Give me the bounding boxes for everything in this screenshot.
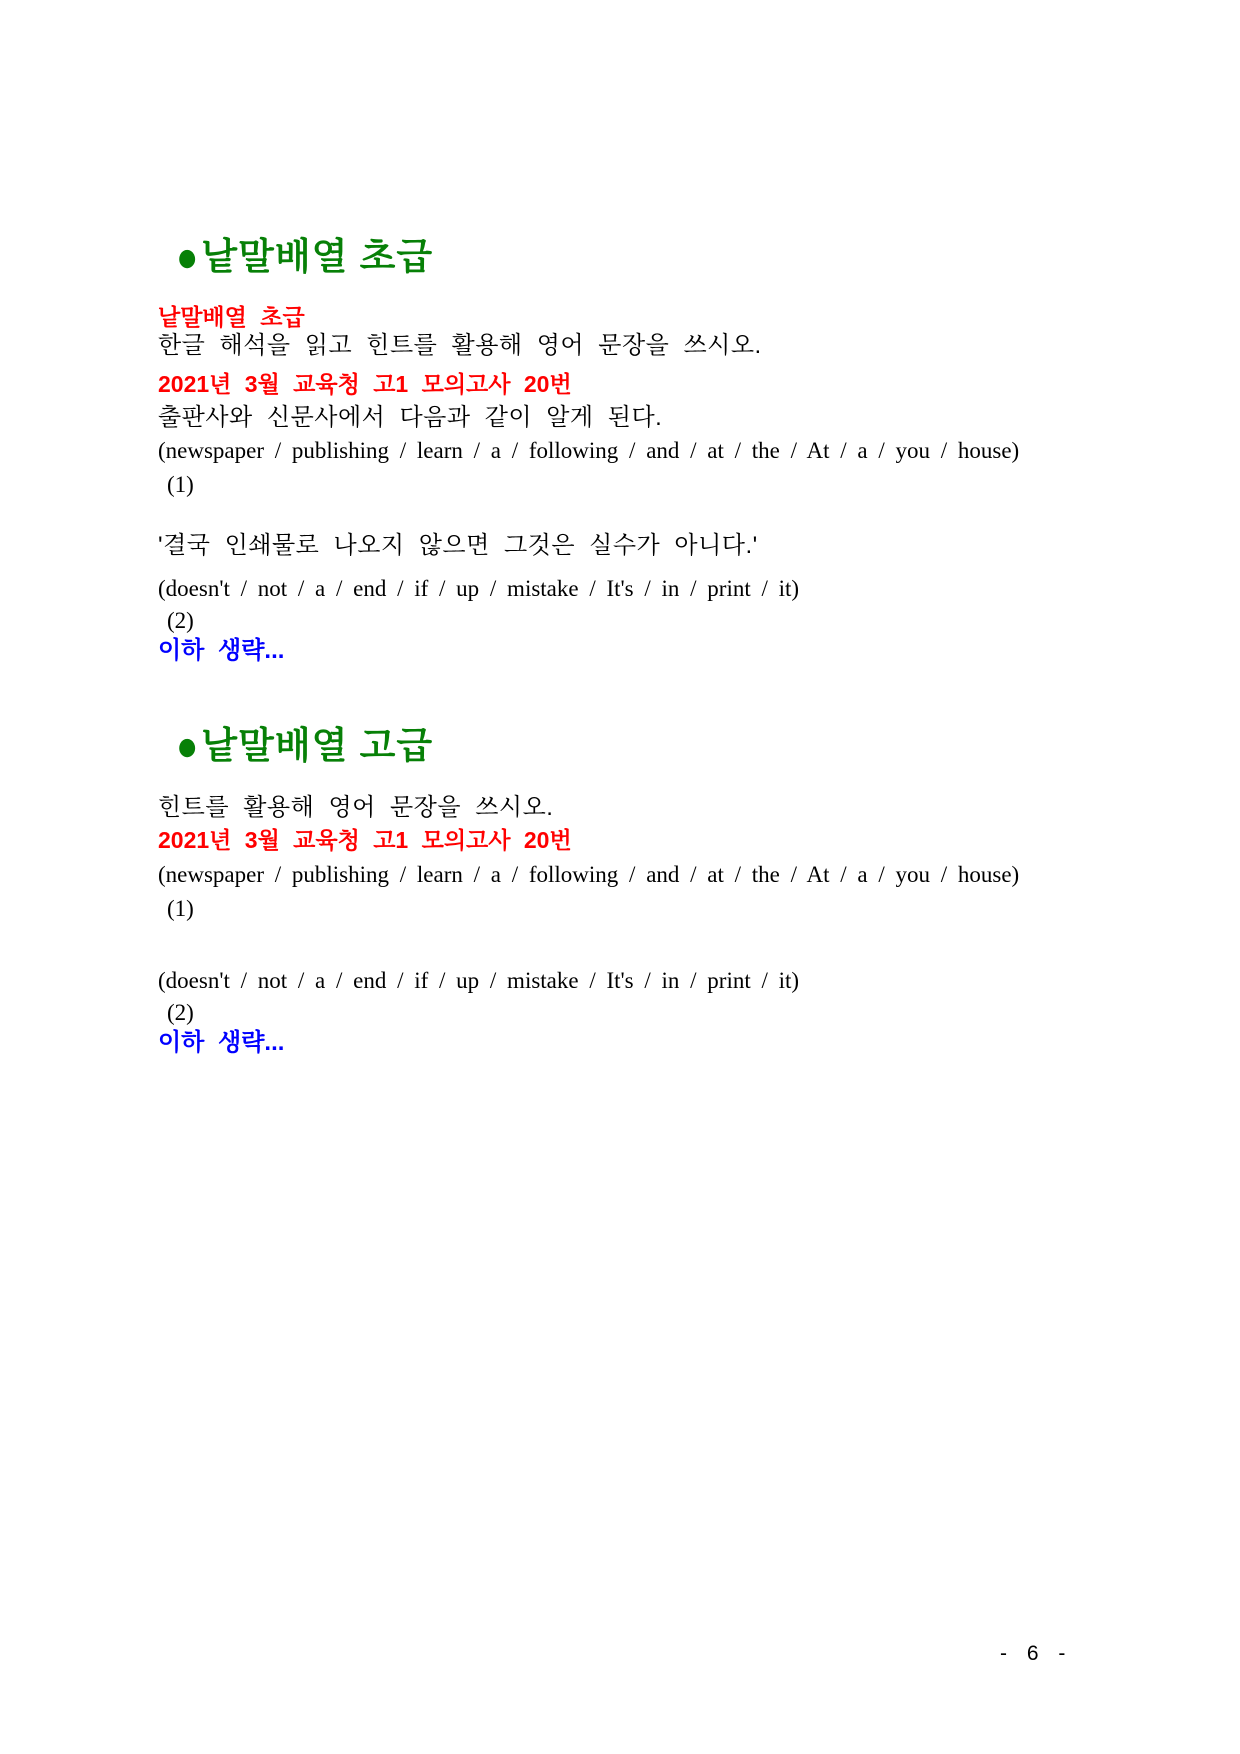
- item-2-word-hint: (doesn't / not / a / end / if / up / mistake / It's / in / print / it): [158, 968, 800, 994]
- item-1-answer-number: (1): [167, 471, 194, 497]
- item-1-word-hint: (newspaper / publishing / learn / a / following / and / at / the / At / a / you / house): [158, 862, 1020, 888]
- exam-source-label: 2021년 3월 교육청 고1 모의고사 20번: [158, 827, 572, 854]
- section-beginner-instruction: 한글 해석을 읽고 힌트를 활용해 영어 문장을 쓰시오.: [158, 331, 762, 359]
- exam-source-label: 2021년 3월 교육청 고1 모의고사 20번: [158, 370, 572, 397]
- item-2-answer-number: (2): [167, 1000, 194, 1026]
- item-1-word-hint: (newspaper / publishing / learn / a / following / and / at / the / At / a / you / house): [158, 437, 1020, 463]
- section-advanced-title: 낱말배열 고급: [201, 724, 434, 766]
- section-beginner-subtitle: 낱말배열 초급: [158, 303, 305, 330]
- section-beginner-title: 낱말배열 초급: [201, 235, 434, 277]
- item-2-prompt: '결국 인쇄물로 나오지 않으면 그것은 실수가 아니다.': [158, 531, 758, 559]
- item-1-prompt: 출판사와 신문사에서 다음과 같이 알게 된다.: [158, 403, 663, 431]
- document-content: [158, 210, 1118, 1058]
- bullet-circle-icon: ●: [176, 721, 200, 769]
- section-beginner-heading: [158, 232, 1118, 280]
- section-advanced: [158, 721, 1118, 1059]
- item-2-word-hint: (doesn't / not / a / end / if / up / mistake / It's / in / print / it): [158, 575, 800, 601]
- section-advanced-instruction: 힌트를 활용해 영어 문장을 쓰시오.: [158, 794, 554, 822]
- section-beginner: [158, 232, 1118, 666]
- item-1-answer-number: (1): [167, 896, 194, 922]
- page-number: - 6 -: [1000, 1642, 1070, 1665]
- answer-blank-space: [158, 926, 1118, 964]
- answer-blank-space: [158, 502, 1118, 530]
- omitted-note: 이하 생략...: [158, 636, 285, 664]
- section-advanced-heading: [158, 721, 1118, 769]
- item-2-answer-number: (2): [167, 607, 194, 633]
- bullet-circle-icon: ●: [176, 232, 200, 280]
- omitted-note: 이하 생략...: [158, 1029, 285, 1057]
